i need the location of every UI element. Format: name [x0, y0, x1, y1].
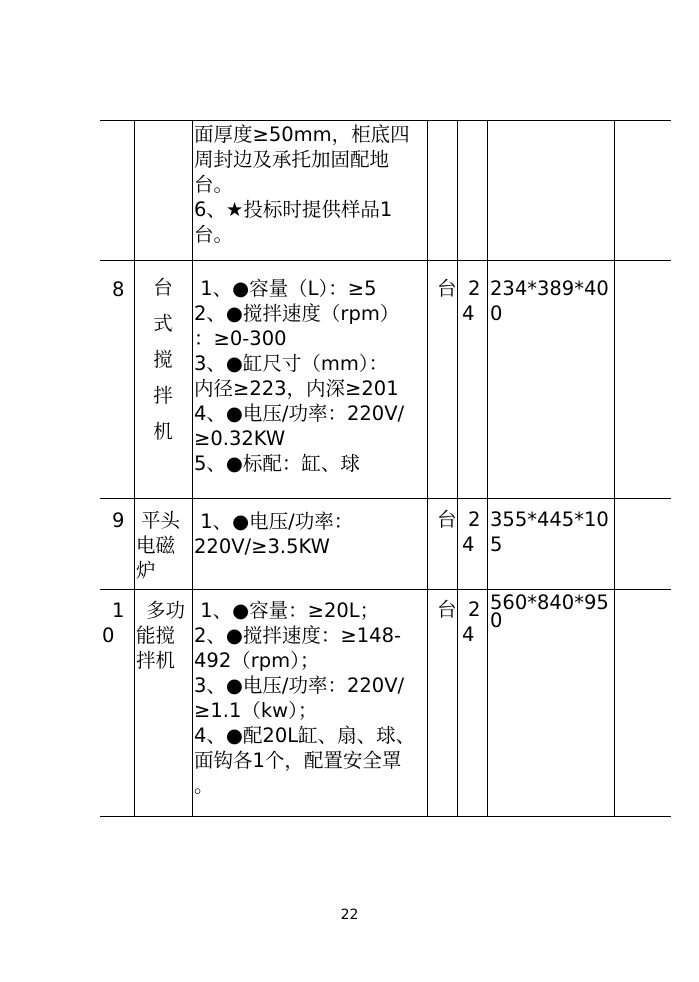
number-line: 1	[112, 599, 125, 622]
spec-line: 面钩各1个，配置安全罩	[194, 749, 402, 772]
spec-line: 周封边及承托加固配地	[194, 148, 390, 171]
name-char: 搅	[153, 348, 173, 371]
spec-line: ≥1.1（kw）；	[194, 699, 318, 722]
item-name	[136, 508, 180, 583]
spec-line: 6、★投标时提供样品1	[194, 198, 393, 221]
spec-line: 1、●容量（L）：≥5	[194, 277, 377, 300]
name-line: 拌机	[136, 649, 176, 672]
unit-cell: 台	[437, 598, 457, 621]
size-line: 560*840*95	[490, 591, 609, 614]
qty-line: 2	[468, 508, 481, 531]
spec-line: ≥0.32KW	[194, 427, 286, 450]
item-number: 8	[112, 278, 125, 301]
page-number: 22	[340, 907, 359, 923]
column-divider	[457, 120, 458, 817]
size-line: 0	[490, 302, 503, 325]
spec-line: 2、●搅拌速度：≥148-	[194, 624, 402, 647]
qty-line: 4	[462, 533, 475, 556]
number-line: 0	[102, 624, 115, 647]
size-line: 0	[490, 609, 503, 632]
name-char: 机	[153, 420, 173, 443]
spec-line: ：≥0-300	[194, 327, 287, 350]
spec-line: 5、●标配：缸、球	[194, 452, 360, 475]
size-cell	[490, 276, 609, 326]
item-number: 9	[112, 509, 125, 532]
table-top-border	[100, 120, 671, 121]
qty-cell	[462, 507, 480, 557]
spec-line: 3、●缸尺寸（mm）：	[194, 352, 389, 375]
name-line: 炉	[136, 559, 156, 582]
spec-line: 内径≥223，内深≥201	[194, 377, 399, 400]
spec-line: 220V/≥3.5KW	[194, 535, 330, 558]
spec-line: 台。	[194, 223, 234, 246]
qty-line: 4	[462, 302, 475, 325]
spec-cell	[194, 276, 404, 476]
name-line: 电磁	[136, 534, 176, 557]
unit-cell: 台	[437, 508, 457, 531]
row-divider	[100, 498, 671, 499]
unit-cell: 台	[437, 277, 457, 300]
item-name	[148, 270, 178, 450]
spec-cell	[194, 509, 353, 559]
name-char: 台	[153, 276, 173, 299]
qty-cell	[462, 276, 480, 326]
size-cell	[490, 590, 609, 633]
name-char: 拌	[153, 384, 173, 407]
column-divider	[134, 120, 135, 817]
column-divider	[427, 120, 428, 817]
spec-line: 492（rpm）；	[194, 649, 320, 672]
name-line: 平头	[141, 509, 181, 532]
spec-line: 3、●电压/功率：220V/	[194, 674, 405, 697]
spec-line: 台。	[194, 173, 234, 196]
spec-line: 4、●配20L缸、扇、球、	[194, 724, 416, 747]
size-cell	[490, 507, 609, 557]
qty-cell	[462, 597, 480, 647]
item-name	[136, 598, 185, 673]
item-number	[102, 598, 124, 648]
name-line: 能搅	[136, 624, 176, 647]
qty-line: 4	[462, 623, 475, 646]
size-line: 234*389*40	[490, 277, 609, 300]
column-divider	[192, 120, 193, 817]
spec-line: 1、●电压/功率：	[194, 510, 354, 533]
spec-line: 。	[194, 774, 214, 797]
size-line: 355*445*10	[490, 508, 609, 531]
size-line: 5	[490, 533, 503, 556]
spec-line: 2、●搅拌速度（rpm）	[194, 302, 400, 325]
table-bottom-border	[100, 816, 671, 817]
column-divider	[614, 120, 615, 817]
spec-cell	[194, 122, 410, 247]
spec-line: 1、●容量：≥20L；	[194, 599, 380, 622]
spec-line: 面厚度≥50mm，柜底四	[194, 123, 410, 146]
row-divider	[100, 260, 671, 261]
spec-line: 4、●电压/功率：220V/	[194, 402, 405, 425]
qty-line: 2	[468, 598, 481, 621]
spec-cell	[194, 598, 415, 798]
name-line: 多功	[146, 599, 186, 622]
column-divider	[487, 120, 488, 817]
qty-line: 2	[468, 277, 481, 300]
name-char: 式	[153, 312, 173, 335]
